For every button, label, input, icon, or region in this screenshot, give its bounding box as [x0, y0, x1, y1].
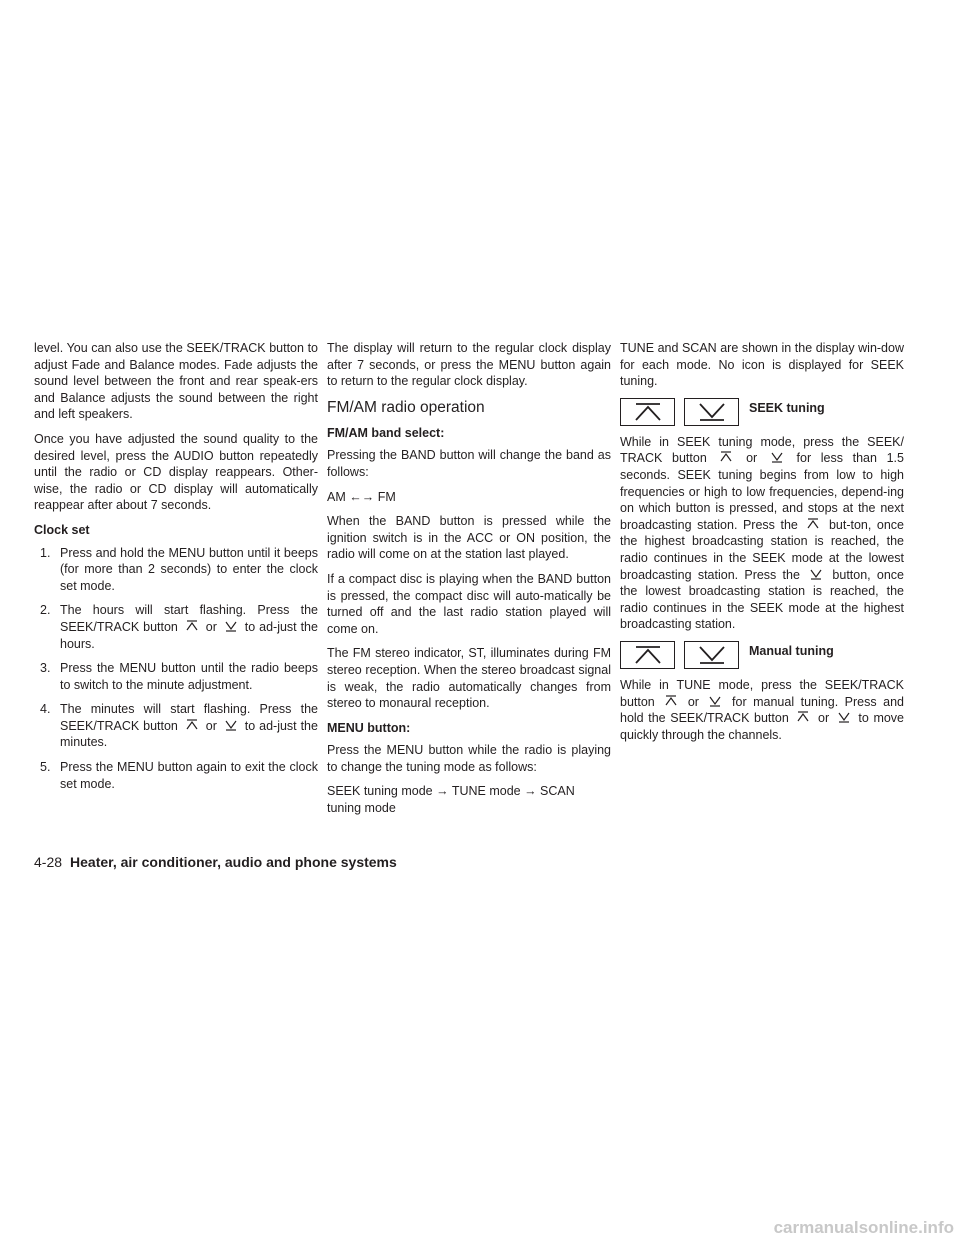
- menu-button-heading: MENU button:: [327, 720, 411, 735]
- list-item: 2. The hours will start flashing. Press the SEEK/TRACK button or to ad-just the hours.: [40, 603, 318, 651]
- band-sequence: AM ←→ FM: [327, 489, 396, 504]
- seek-down-icon: [221, 718, 241, 732]
- list-item: 5. Press the MENU button again to exit the clock set mode.: [40, 760, 318, 791]
- seek-up-button-icon: [620, 398, 675, 426]
- manual-tuning-label: Manual tuning: [749, 643, 834, 658]
- section-heading: FM/AM radio operation: [327, 398, 485, 416]
- seek-down-button-icon: [684, 641, 739, 669]
- seek-up-icon: [793, 710, 813, 724]
- clock-set-steps: [34, 545, 318, 793]
- page-number: 4-28: [34, 854, 63, 870]
- paragraph: When the BAND button is pressed while the ignition switch is in the ACC or ON position, the radio will come on at the station last played.: [327, 514, 611, 562]
- clock-set-heading: Clock set: [34, 522, 90, 537]
- paragraph: While in TUNE mode, press the SEEK/TRACK button or for manual tuning. Press and hold the SEEK/TRACK button or to move quickly through the channels.: [620, 677, 905, 742]
- seek-down-icon: [767, 450, 787, 464]
- seek-up-icon: [803, 517, 823, 531]
- seek-down-button-icon: [684, 398, 739, 426]
- seek-down-icon: [705, 694, 725, 708]
- column-2: [327, 340, 611, 825]
- manual-tuning-icons: [620, 641, 904, 669]
- paragraph: Pressing the BAND button will change the band as follows:: [327, 448, 611, 479]
- list-item: 3. Press the MENU button until the radio beeps to switch to the minute adjustment.: [40, 661, 318, 692]
- paragraph: Press the MENU button while the radio is playing to change the tuning mode as follows:: [327, 743, 611, 774]
- seek-down-icon: [221, 619, 241, 633]
- seek-up-button-icon: [620, 641, 675, 669]
- list-item: 4. The minutes will start flashing. Press the SEEK/TRACK button or to ad-just the minutes.: [40, 702, 318, 750]
- paragraph: While in SEEK tuning mode, press the SEEK/ TRACK button or for less than 1.5 seconds. SEEK tuning begins from low to high frequencies or high to low frequencies, depend-ing on which button is pressed, and stops at the next broadcasting station. Press the but-ton, once the highest broadcasting station is reached, the radio continues in the SEEK mode at the lowest broadcasting station. Press the button, once the lowest broadcasting station is reached, the radio continues in the SEEK mode at the highest broadcasting station.: [620, 434, 904, 632]
- section-title: Heater, air conditioner, audio and phone systems: [70, 854, 397, 870]
- page-footer: [34, 854, 397, 870]
- seek-tuning-icons: [620, 398, 904, 426]
- seek-up-icon: [716, 450, 736, 464]
- paragraph: TUNE and SCAN are shown in the display win-dow for each mode. No icon is displayed for SEEK tuning.: [620, 341, 904, 389]
- seek-tuning-label: SEEK tuning: [749, 400, 825, 415]
- list-item: 1. Press and hold the MENU button until it beeps (for more than 2 seconds) to enter the clock set mode.: [40, 545, 318, 593]
- watermark: carmanualsonline.info: [773, 1218, 954, 1237]
- column-1: [34, 340, 318, 800]
- paragraph: The display will return to the regular clock display after 7 seconds, or press the MENU button again to return to the regular clock display.: [327, 341, 611, 389]
- seek-down-icon: [834, 710, 854, 724]
- seek-down-icon: [806, 567, 826, 581]
- tuning-mode-sequence: SEEK tuning mode → TUNE mode → SCAN tuning mode: [327, 784, 575, 816]
- seek-up-icon: [182, 619, 202, 633]
- paragraph: Once you have adjusted the sound quality to the desired level, press the AUDIO button repeatedly until the radio or CD display reappears. Other-wise, the radio or CD display will automatically reappear after about 7 seconds.: [34, 431, 318, 513]
- column-3: [620, 340, 904, 751]
- seek-up-icon: [182, 718, 202, 732]
- paragraph: If a compact disc is playing when the BAND button is pressed, the compact disc will auto-matically be turned off and the last radio station played will come on.: [327, 571, 611, 636]
- paragraph: level. You can also use the SEEK/TRACK button to adjust Fade and Balance modes. Fade adjusts the sound level between the front and rear speak-ers and Balance adjusts the sound between the right and left speakers.: [34, 341, 318, 422]
- seek-up-icon: [661, 694, 681, 708]
- paragraph: The FM stereo indicator, ST, illuminates during FM stereo reception. When the stereo broadcast signal is weak, the radio automatically changes from stereo to monaural reception.: [327, 646, 611, 711]
- band-select-heading: FM/AM band select:: [327, 425, 445, 440]
